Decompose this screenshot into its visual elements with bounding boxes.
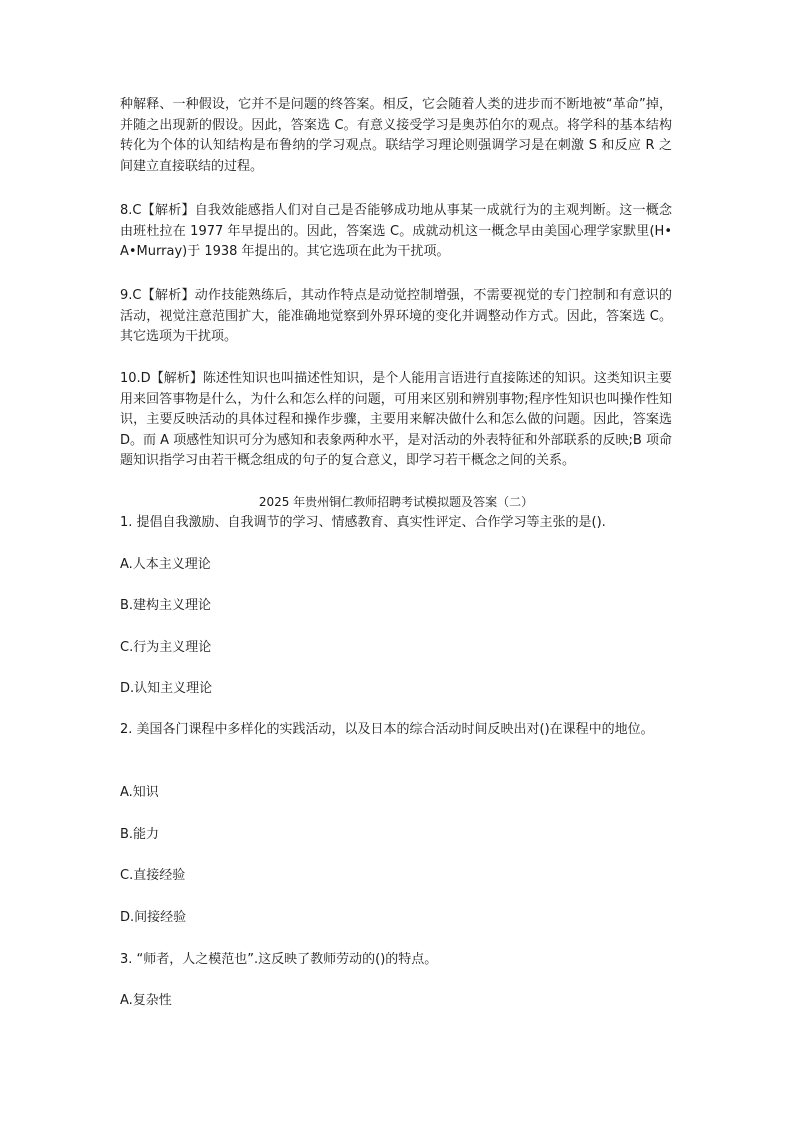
question-2-stem: 2. 美国各门课程中多样化的实践活动，以及日本的综合活动时间反映出对()在课程中的地位。 <box>120 722 654 737</box>
question-3-stem: 3. “师者，人之模范也”.这反映了教师劳动的()的特点。 <box>120 952 438 967</box>
question-2-option-b: B.能力 <box>120 827 160 842</box>
explanation-8: 8.C【解析】自我效能感指人们对自己是否能够成功地从事某一成就行为的主观判断。这一概念由班杜拉在 1977 年早提出的。因此，答案选 C。成就动机这一概念早由美国心理学家默里(H•A•Murray)于 1938 年提出的。其它选项在此为干扰项。 <box>120 203 672 259</box>
question-1-option-a: A.人本主义理论 <box>120 557 211 572</box>
section-title: 2025 年贵州铜仁教师招聘考试模拟题及答案（二） <box>258 495 534 509</box>
question-1-option-b: B.建构主义理论 <box>120 598 212 613</box>
explanation-7-continued: 种解释、一种假设，它并不是问题的终答案。相反，它会随着人类的进步而不断地被“革命”掉，并随之出现新的假设。因此，答案选 C。有意义接受学习是奥苏伯尔的观点。将学科的基本结构转化为个体的认知结构是布鲁纳的学习观点。联结学习理论则强调学习是在刺激 S 和反应 R 之间建立直接联结的过程。 <box>120 97 672 174</box>
explanation-10: 10.D【解析】陈述性知识也叫描述性知识，是个人能用言语进行直接陈述的知识。这类知识主要用来回答事物是什么，为什么和怎么样的问题，可用来区别和辨别事物;程序性知识也叫操作性知识，主要反映活动的具体过程和操作步骤，主要用来解决做什么和怎么做的问题。因此，答案选 D。而 A 项感性知识可分为感知和表象两种水平，是对活动的外表特征和外部联系的反映;B 项命题知识指学习由若干概念组成的句子的复合意义，即学习若干概念之间的关系。 <box>120 371 672 468</box>
question-2-option-d: D.间接经验 <box>120 910 187 925</box>
question-1-option-d: D.认知主义理论 <box>120 681 213 696</box>
question-2-option-c: C.直接经验 <box>120 868 186 883</box>
question-1-option-c: C.行为主义理论 <box>120 640 212 655</box>
question-1-stem: 1. 提倡自我激励、自我调节的学习、情感教育、真实性评定、合作学习等主张的是(). <box>120 515 606 530</box>
question-2-option-a: A.知识 <box>120 785 159 800</box>
explanation-9: 9.C【解析】动作技能熟练后，其动作特点是动觉控制增强，不需要视觉的专门控制和有意识的活动，视觉注意范围扩大，能准确地觉察到外界环境的变化并调整动作方式。因此，答案选 C。其它选项为干扰项。 <box>120 288 672 344</box>
question-3-option-a: A.复杂性 <box>120 993 172 1008</box>
